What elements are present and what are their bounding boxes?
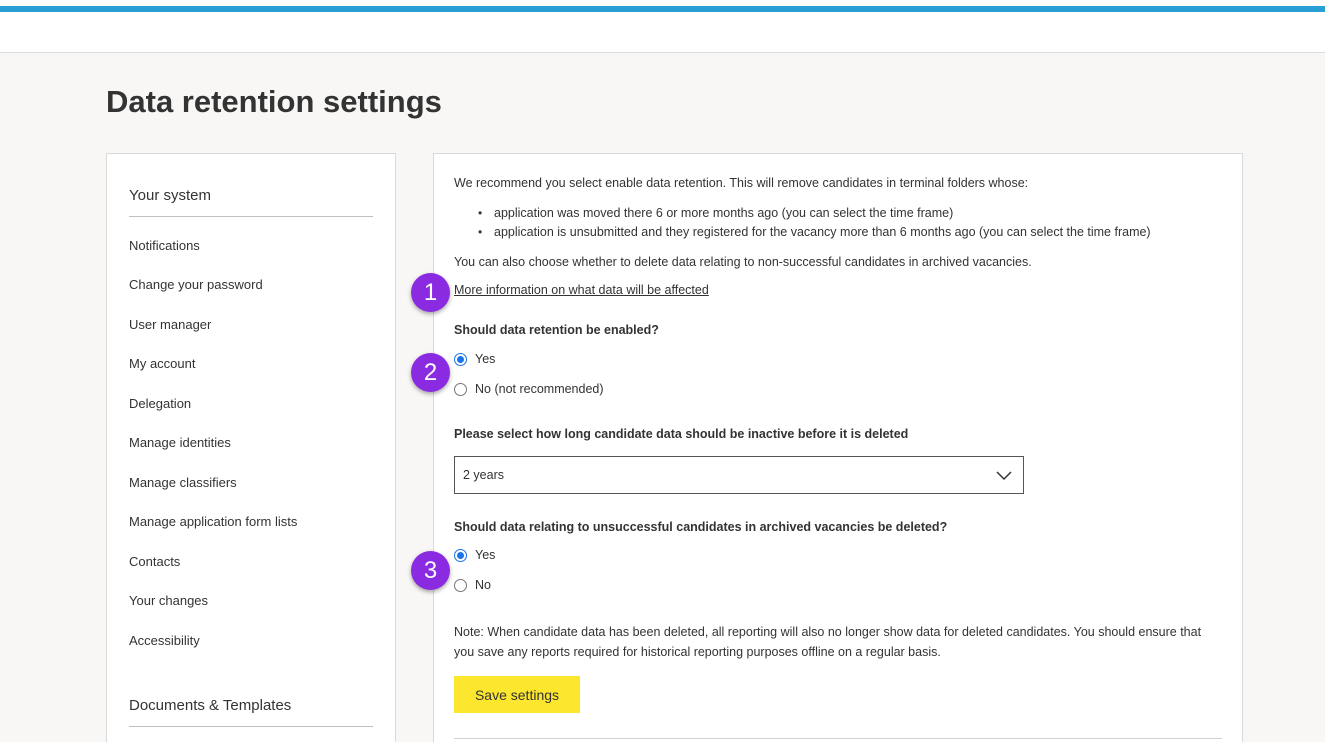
- sidebar: [106, 153, 396, 742]
- chevron-down-icon: [995, 468, 1013, 482]
- step-badge-3: 3: [411, 551, 450, 590]
- radio-button-checked[interactable]: [454, 353, 467, 366]
- radio-label: No (not recommended): [475, 382, 604, 396]
- radio-retention-no[interactable]: [454, 382, 604, 396]
- radio-label: Yes: [475, 352, 496, 366]
- radio-label: No: [475, 578, 491, 592]
- sidebar-heading-your-system: Your system: [129, 187, 373, 217]
- radio-delete-no[interactable]: [454, 578, 491, 592]
- divider: [454, 738, 1222, 739]
- sidebar-item-notifications[interactable]: Notifications: [129, 238, 200, 253]
- criteria-item: • application is unsubmitted and they registered for the vacancy more than 6 months ago (you can select the time frame): [474, 224, 1151, 243]
- reporting-note: [454, 622, 1229, 662]
- intro-text: We recommend you select enable data retention. This will remove candidates in terminal folders whose:: [454, 176, 1029, 190]
- question-delete-unsuccessful: Should data relating to unsuccessful candidates in archived vacancies be deleted?: [454, 520, 948, 534]
- sidebar-item-manage-classifiers[interactable]: Manage classifiers: [129, 475, 237, 490]
- sidebar-item-change-password[interactable]: Change your password: [129, 277, 263, 292]
- sidebar-item-contacts[interactable]: Contacts: [129, 554, 181, 569]
- inactive-period-select[interactable]: [454, 456, 1024, 494]
- step-badge-1: 1: [411, 273, 450, 312]
- page-title: Data retention settings: [106, 84, 442, 119]
- sidebar-item-user-manager[interactable]: User manager: [129, 317, 212, 332]
- sidebar-item-manage-identities[interactable]: Manage identities: [129, 435, 231, 450]
- sidebar-item-my-account[interactable]: My account: [129, 356, 196, 371]
- archived-info-text: You can also choose whether to delete data relating to non-successful candidates in archived vacancies.: [454, 255, 1032, 269]
- select-value: 2 years: [463, 468, 504, 482]
- criteria-item: • application was moved there 6 or more months ago (you can select the time frame): [474, 205, 1151, 224]
- sidebar-item-delegation[interactable]: Delegation: [129, 396, 192, 411]
- sidebar-heading-documents-templates: Documents & Templates: [129, 697, 373, 727]
- radio-button[interactable]: [454, 383, 467, 396]
- sidebar-item-manage-application-form-lists[interactable]: Manage application form lists: [129, 514, 298, 529]
- question-enable-retention: Should data retention be enabled?: [454, 323, 659, 337]
- step-badge-2: 2: [411, 353, 450, 392]
- save-settings-button[interactable]: Save settings: [454, 676, 580, 713]
- sidebar-item-accessibility[interactable]: Accessibility: [129, 633, 200, 648]
- sidebar-item-your-changes[interactable]: Your changes: [129, 593, 209, 608]
- top-stripe: [0, 6, 1325, 12]
- radio-button[interactable]: [454, 579, 467, 592]
- settings-panel: [433, 153, 1243, 742]
- radio-button-checked[interactable]: [454, 549, 467, 562]
- question-inactive-period: Please select how long candidate data should be inactive before it is deleted: [454, 427, 909, 441]
- note-line: you save any reports required for historical reporting purposes offline on a regular basis.: [454, 645, 941, 659]
- radio-delete-yes[interactable]: [454, 548, 495, 562]
- more-info-link[interactable]: More information on what data will be affected: [454, 283, 709, 297]
- criteria-list: [474, 205, 1151, 243]
- radio-retention-yes[interactable]: [454, 352, 495, 366]
- radio-label: Yes: [475, 548, 496, 562]
- note-line: Note: When candidate data has been deleted, all reporting will also no longer show data for deleted candidates. You should ensure that: [454, 625, 1202, 639]
